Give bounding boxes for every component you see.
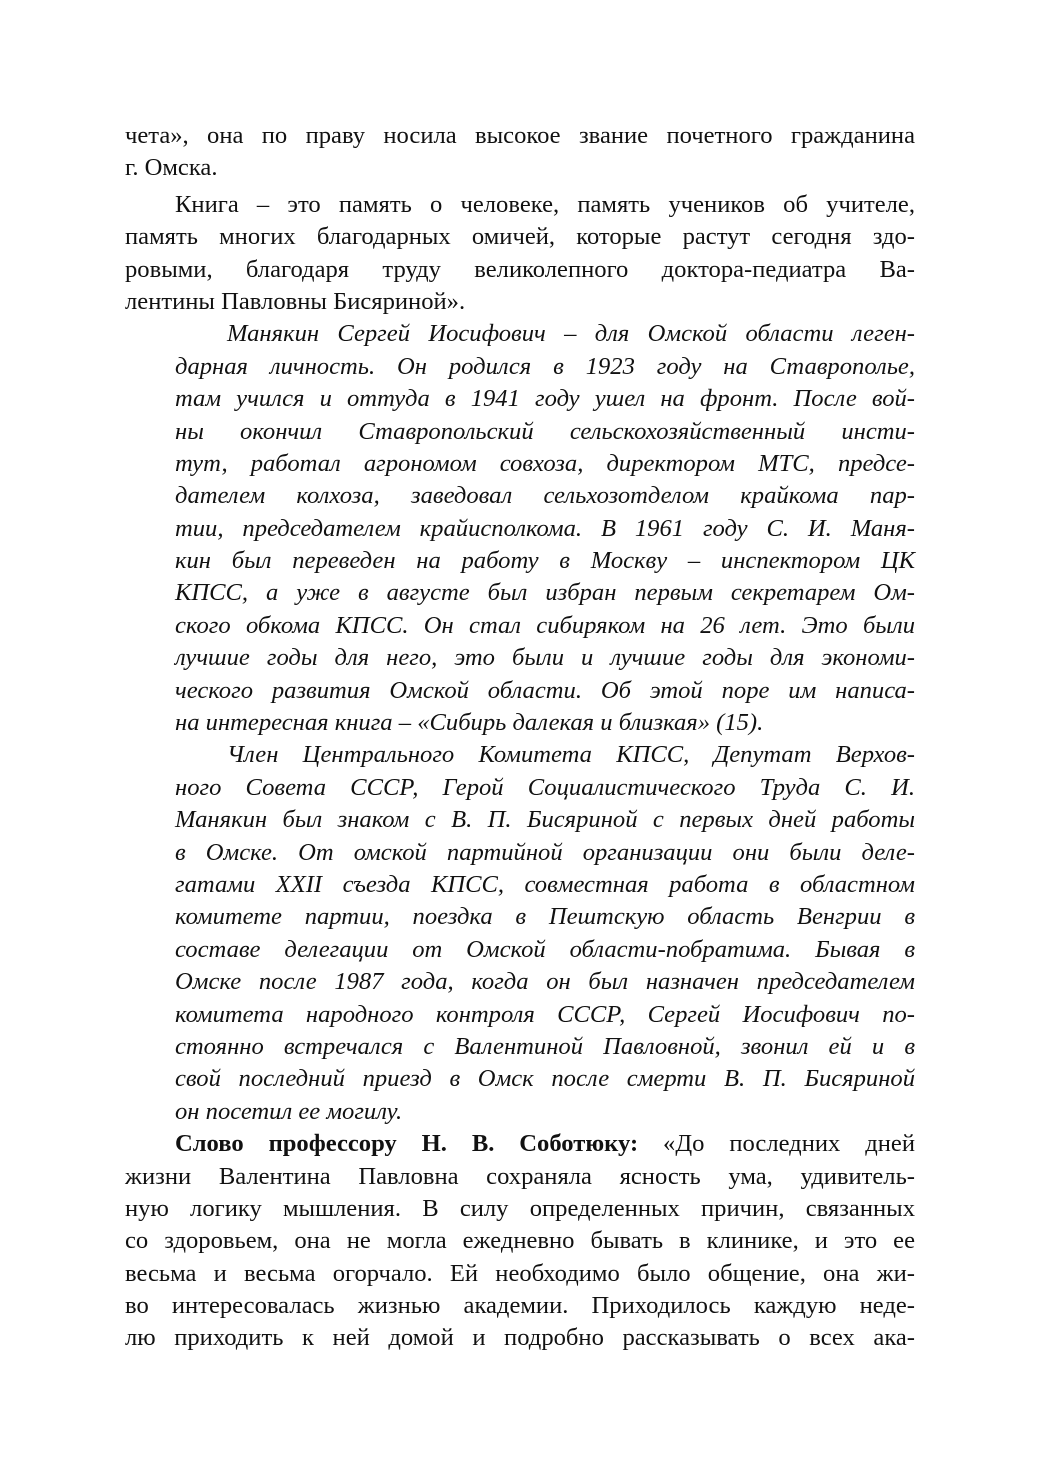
paragraph-1	[125, 120, 915, 185]
text-line: дателем колхоза, заведовал сельхозотделом крайкома пар-	[175, 482, 915, 510]
text-line: составе делегации от Омской области-побратима. Бывая в	[175, 935, 915, 963]
text-line: Манякин Сергей Иосифович – для Омской области леген-	[227, 320, 915, 348]
page-body	[125, 120, 915, 1355]
italic-note-1	[175, 318, 915, 739]
text-line: Омске после 1987 года, когда он был назначен председателем	[175, 968, 915, 996]
text-line: во интересовалась жизнью академии. Приходилось каждую неде-	[125, 1292, 915, 1320]
text-line: г. Омска.	[125, 154, 218, 182]
speaker-lead: Слово профессору Н. В. Соботюку:	[175, 1130, 639, 1158]
text-line: чета», она по праву носила высокое звание почетного гражданина	[125, 122, 915, 149]
text-fragment: «До последних дней	[638, 1130, 915, 1158]
text-line	[125, 1128, 915, 1160]
text-line: ческого развития Омской области. Об этой поре им написа-	[175, 676, 915, 704]
paragraph-2	[125, 189, 915, 319]
text-line: тии, председателем крайисполкома. В 1961 году С. И. Маня-	[175, 514, 915, 542]
text-line: ного Совета СССР, Герой Социалистического Труда С. И.	[175, 773, 915, 801]
text-line: ровыми, благодаря труду великолепного доктора-педиатра Ва-	[125, 255, 915, 283]
text-line: стоянно встречался с Валентиной Павловной, звонил ей и в	[175, 1032, 915, 1060]
text-line: жизни Валентина Павловна сохраняла ясность ума, удивитель-	[125, 1162, 915, 1190]
text-line: там учился и оттуда в 1941 году ушел на фронт. После вой-	[175, 385, 915, 413]
text-line: память многих благодарных омичей, которые растут сегодня здо-	[125, 223, 915, 251]
italic-note-2	[175, 739, 915, 1128]
text-line: Книга – это память о человеке, память учеников об учителе,	[175, 190, 915, 218]
text-line: в Омске. От омской партийной организации они были деле-	[175, 838, 915, 866]
text-line: гатами XXII съезда КПСС, совместная работа в областном	[175, 870, 915, 898]
text-line: КПСС, а уже в августе был избран первым секретарем Ом-	[175, 579, 915, 607]
text-line: ского обкома КПСС. Он стал сибиряком на 26 лет. Это были	[175, 611, 915, 639]
text-line: Манякин был знаком с В. П. Бисяриной с первых дней работы	[175, 806, 915, 834]
text-line: ную логику мышления. В силу определенных причин, связанных	[125, 1194, 915, 1222]
text-line: со здоровьем, она не могла ежедневно бывать в клинике, и это ее	[125, 1227, 915, 1255]
text-line: весьма и весьма огорчало. Ей необходимо было общение, она жи-	[125, 1259, 915, 1287]
text-line: тут, работал агрономом совхоза, директором МТС, предсе-	[175, 449, 915, 477]
text-line: комитета народного контроля СССР, Сергей Иосифович по-	[175, 1000, 915, 1028]
text-line: лю приходить к ней домой и подробно рассказывать о всех ака-	[125, 1324, 915, 1352]
text-line: комитете партии, поездка в Пештскую область Венгрии в	[175, 903, 915, 931]
text-line: лентины Павловны Бисяриной».	[125, 287, 466, 315]
text-line: он посетил ее могилу.	[175, 1097, 403, 1125]
text-line: лучшие годы для него, это были и лучшие годы для экономи-	[175, 644, 915, 672]
text-line: Член Центрального Комитета КПСС, Депутат Верхов-	[227, 741, 915, 769]
text-line: на интересная книга – «Сибирь далекая и близкая» (15).	[175, 709, 764, 737]
paragraph-3	[125, 1128, 915, 1355]
text-line: ны окончил Ставропольский сельскохозяйственный инсти-	[175, 417, 915, 445]
text-line: дарная личность. Он родился в 1923 году на Ставрополье,	[175, 352, 915, 380]
text-line: кин был переведен на работу в Москву – инспектором ЦК	[175, 547, 915, 575]
text-line: свой последний приезд в Омск после смерти В. П. Бисяриной	[175, 1065, 915, 1093]
